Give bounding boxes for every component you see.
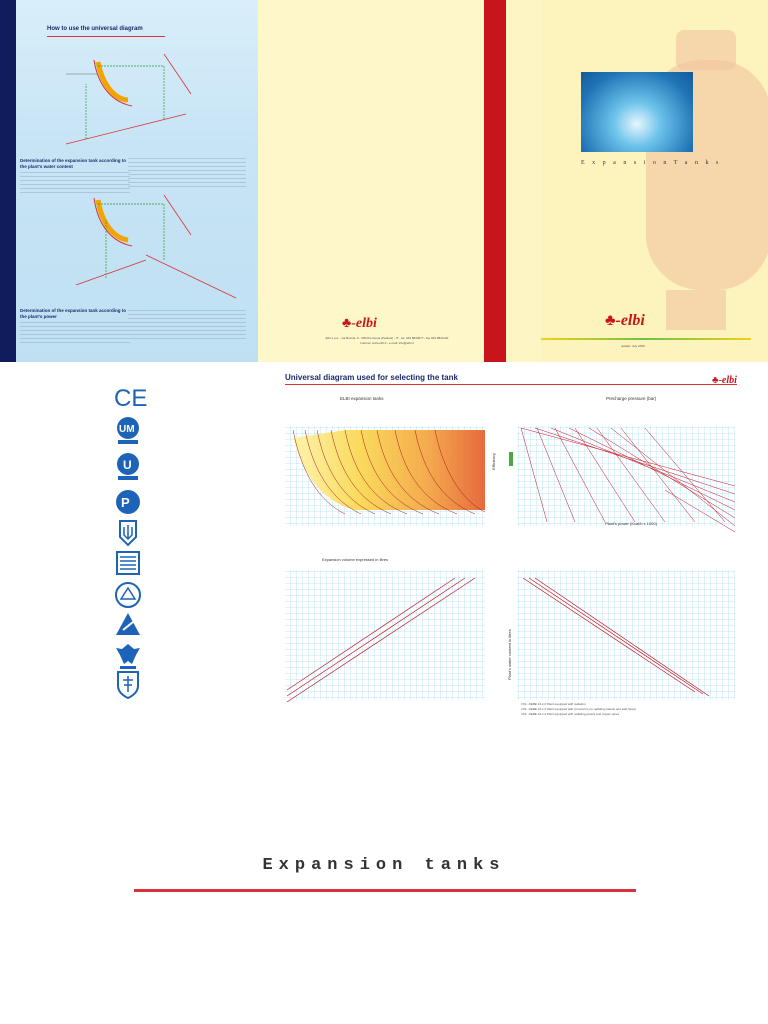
determination-water-text-right xyxy=(128,158,246,188)
cover-title: E x p a n s i o n T a n k s xyxy=(581,160,722,166)
svg-text:U: U xyxy=(123,458,132,472)
footer-underline xyxy=(134,889,636,892)
slovak-cross-icon xyxy=(112,670,144,700)
address-line: Elbi s.p.a. - via Buccia, 9 - 35010 Limena (Padova) - IT - tel. 049 8840677 - fax 049 8841100 xyxy=(325,336,449,340)
triangle-mark-icon xyxy=(112,609,144,639)
universal-diagram-graphic xyxy=(285,410,755,722)
grid-seal-icon xyxy=(112,548,144,578)
note-convectors: VOL. DEBE 10-1,0 Plant equipped with convectors (or radiating panels and wall pipes) xyxy=(521,707,636,711)
front-cover-panel xyxy=(541,0,768,362)
svg-text:P: P xyxy=(121,495,130,510)
determination-power-text-right xyxy=(128,310,246,340)
determination-power-text xyxy=(20,322,130,344)
web-line: Internet: www.elbi.it - e-mail: info@elbi.it xyxy=(360,341,414,345)
spine-cream xyxy=(506,0,541,362)
determination-power-title: Determination of the expansion tank according to the plant's power xyxy=(20,308,127,319)
title-underline xyxy=(47,36,165,37)
cover-update: update: July 2009 xyxy=(621,344,645,348)
round-seal-icon xyxy=(112,580,144,610)
label-expansion-volume: Expansion volume expressed in litres xyxy=(322,557,389,562)
back-cover-panel xyxy=(258,0,484,362)
note-radiating-panels: VOL. DEBE 10-1,0 Plant equipped with radiating panels and copper pipes xyxy=(521,712,620,716)
brand-logo-back: ♣-elbi xyxy=(342,316,377,331)
expansion-grid xyxy=(285,570,485,700)
footer-title: Expansion tanks xyxy=(262,856,506,875)
note-radiators: VOL. DEBE 10-1,0 Plant equipped with radiators xyxy=(521,702,586,706)
determination-water-title: Determination of the expansion tank according to the plant's water content xyxy=(20,158,127,169)
polish-eagle-icon xyxy=(112,640,144,670)
how-to-diagram-1 xyxy=(36,44,246,154)
water-drop-photo xyxy=(581,72,693,152)
red-spine xyxy=(484,0,506,362)
precharge-grid xyxy=(517,426,735,526)
label-plant-power: Plant's power (Kcal/h x 1000) xyxy=(605,521,657,526)
svg-text:UM: UM xyxy=(119,424,135,435)
gost-r-mark-icon xyxy=(112,487,144,517)
svg-text:CE: CE xyxy=(114,385,148,412)
navy-edge-strip xyxy=(0,0,16,362)
label-efficiency: Efficiency xyxy=(491,452,496,470)
cover-divider xyxy=(541,338,751,340)
ce-mark-icon xyxy=(112,382,148,412)
tank-silhouette xyxy=(636,20,768,350)
how-to-diagram-2 xyxy=(36,190,246,300)
how-to-title: How to use the universal diagram xyxy=(47,26,143,32)
ukraine-trident-icon xyxy=(112,518,144,548)
asme-u-stamp-icon xyxy=(112,452,144,482)
label-elbi-tanks: ELBI expansion tanks xyxy=(340,396,384,401)
diagram-brand-logo: ♣-elbi xyxy=(712,375,737,386)
diagram-title: Universal diagram used for selecting the tank xyxy=(285,373,458,382)
how-to-panel xyxy=(16,0,258,362)
water-content-grid xyxy=(517,570,735,700)
label-precharge: Precharge pressure (bar) xyxy=(606,396,657,401)
asme-um-stamp-icon xyxy=(112,416,144,446)
diagram-title-underline xyxy=(285,384,737,385)
label-water-content: Plant's water content in litres xyxy=(507,629,512,680)
brand-logo-front: ♣-elbi xyxy=(605,312,645,329)
